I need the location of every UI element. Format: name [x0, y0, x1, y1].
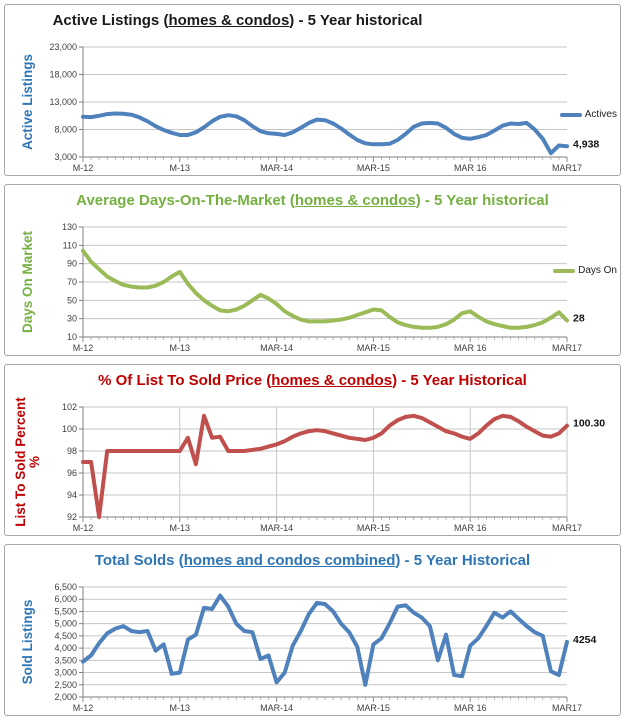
chart-panel-list-to-sold-percent [4, 364, 621, 536]
y-tick-labels [62, 222, 77, 342]
svg-text:98: 98 [66, 446, 77, 456]
y-tick-labels [49, 42, 77, 162]
svg-text:3,500: 3,500 [54, 655, 77, 666]
title-text: Active Listings ( [52, 12, 169, 29]
y-tick-labels [54, 582, 77, 702]
svg-text:M-12: M-12 [72, 343, 94, 353]
list-to-sold-plot [5, 395, 621, 535]
svg-text:13,000: 13,000 [49, 97, 77, 107]
end-value-label: 28 [573, 312, 585, 325]
svg-text:90: 90 [66, 258, 77, 269]
chart-panel-active-listings [4, 4, 621, 176]
svg-text:MAR-14: MAR-14 [260, 343, 294, 353]
title-underlined-text: homes & condos [294, 192, 416, 209]
x-tick-labels [73, 163, 582, 173]
svg-text:130: 130 [61, 222, 77, 232]
series-line [83, 416, 567, 517]
svg-text:MAR-14: MAR-14 [260, 703, 294, 713]
y-axis-title-percent: % [27, 455, 42, 469]
legend [553, 265, 617, 276]
axis-ticks [79, 47, 567, 162]
title-underlined-text: homes & condos [271, 372, 393, 389]
svg-text:18,000: 18,000 [49, 69, 77, 80]
svg-text:2,000: 2,000 [54, 692, 77, 702]
legend-line-swatch [553, 269, 575, 273]
svg-text:3,000: 3,000 [54, 152, 77, 162]
y-axis-title-text: Days On Market [19, 230, 35, 334]
svg-text:5,500: 5,500 [54, 606, 77, 617]
svg-text:5,000: 5,000 [54, 618, 77, 629]
svg-text:3,000: 3,000 [54, 667, 77, 678]
svg-text:MAR17: MAR17 [551, 163, 583, 173]
svg-text:110: 110 [62, 240, 77, 251]
svg-text:92: 92 [66, 512, 77, 522]
chart-title [5, 552, 620, 569]
svg-text:MAR-14: MAR-14 [260, 163, 294, 173]
svg-text:6,500: 6,500 [54, 582, 77, 592]
svg-text:6,000: 6,000 [54, 594, 77, 605]
axis-ticks [79, 407, 567, 522]
legend [560, 109, 617, 120]
chart-panel-total-solds [4, 544, 621, 716]
chart-panel-days-on-market [4, 184, 621, 356]
legend-label: Days On [578, 265, 617, 276]
svg-text:MAR-15: MAR-15 [356, 523, 390, 533]
svg-text:M-13: M-13 [169, 163, 191, 173]
svg-text:MAR 16: MAR 16 [453, 523, 487, 533]
svg-text:8,000: 8,000 [54, 124, 77, 135]
svg-text:MAR-15: MAR-15 [356, 703, 390, 713]
svg-text:M-13: M-13 [169, 703, 191, 713]
title-text: ) - 5 Year Historical [395, 552, 531, 569]
y-axis-title-text: List To Sold Percent [12, 397, 28, 527]
gridlines [83, 47, 567, 157]
days-on-market-plot [5, 215, 621, 355]
svg-text:MAR17: MAR17 [551, 523, 583, 533]
title-text: Total Solds ( [94, 552, 184, 569]
svg-text:MAR 16: MAR 16 [453, 163, 487, 173]
svg-text:MAR-15: MAR-15 [356, 163, 390, 173]
svg-text:MAR 16: MAR 16 [453, 343, 487, 353]
title-text: ) - 5 Year Historical [392, 372, 527, 389]
svg-text:94: 94 [66, 490, 77, 500]
svg-text:70: 70 [66, 277, 77, 287]
svg-text:100: 100 [61, 424, 77, 434]
svg-text:23,000: 23,000 [49, 42, 77, 52]
end-value-label: 4254 [573, 633, 597, 646]
svg-text:MAR17: MAR17 [551, 703, 583, 713]
svg-text:50: 50 [66, 295, 77, 306]
svg-text:102: 102 [61, 402, 77, 412]
svg-text:M-12: M-12 [72, 523, 94, 533]
active-listings-plot [5, 35, 621, 175]
title-text: % Of List To Sold Price ( [98, 372, 272, 389]
chart-title [5, 12, 620, 29]
svg-text:M-12: M-12 [72, 703, 94, 713]
svg-text:MAR-14: MAR-14 [260, 523, 294, 533]
title-underlined-text: homes & condos [168, 12, 290, 29]
legend-line-swatch [560, 113, 582, 117]
svg-text:4,500: 4,500 [54, 630, 77, 641]
gridlines [83, 407, 567, 517]
chart-title [5, 192, 620, 209]
svg-text:MAR-15: MAR-15 [356, 343, 390, 353]
x-tick-labels [73, 523, 582, 533]
legend-label: Actives [584, 109, 617, 120]
title-text: Average Days-On-The-Market ( [76, 192, 295, 209]
svg-text:10: 10 [66, 332, 77, 342]
x-tick-labels [73, 343, 582, 353]
series-line [83, 251, 567, 328]
end-value-label: 100.30 [573, 417, 606, 430]
title-text: ) - 5 Year historical [289, 12, 423, 29]
chart-title [5, 372, 620, 389]
total-solds-plot [5, 575, 621, 715]
series-line [83, 596, 567, 685]
svg-text:96: 96 [66, 468, 77, 478]
title-underlined-text: homes and condos combined [183, 552, 396, 569]
svg-text:2,500: 2,500 [54, 679, 77, 690]
title-text: ) - 5 Year historical [415, 192, 549, 209]
svg-text:MAR17: MAR17 [551, 343, 583, 353]
svg-text:MAR 16: MAR 16 [453, 703, 487, 713]
svg-text:M-13: M-13 [169, 343, 191, 353]
svg-text:M-13: M-13 [169, 523, 191, 533]
svg-text:30: 30 [66, 313, 77, 324]
svg-text:4,000: 4,000 [54, 643, 77, 654]
series-line [83, 114, 567, 154]
end-value-label: 4,938 [573, 138, 600, 151]
y-axis-title-text: Active Listings [19, 53, 35, 151]
y-axis-title-text: Sold Listings [19, 599, 35, 685]
y-tick-labels [62, 402, 77, 522]
x-tick-labels [73, 703, 582, 713]
svg-text:M-12: M-12 [72, 163, 94, 173]
